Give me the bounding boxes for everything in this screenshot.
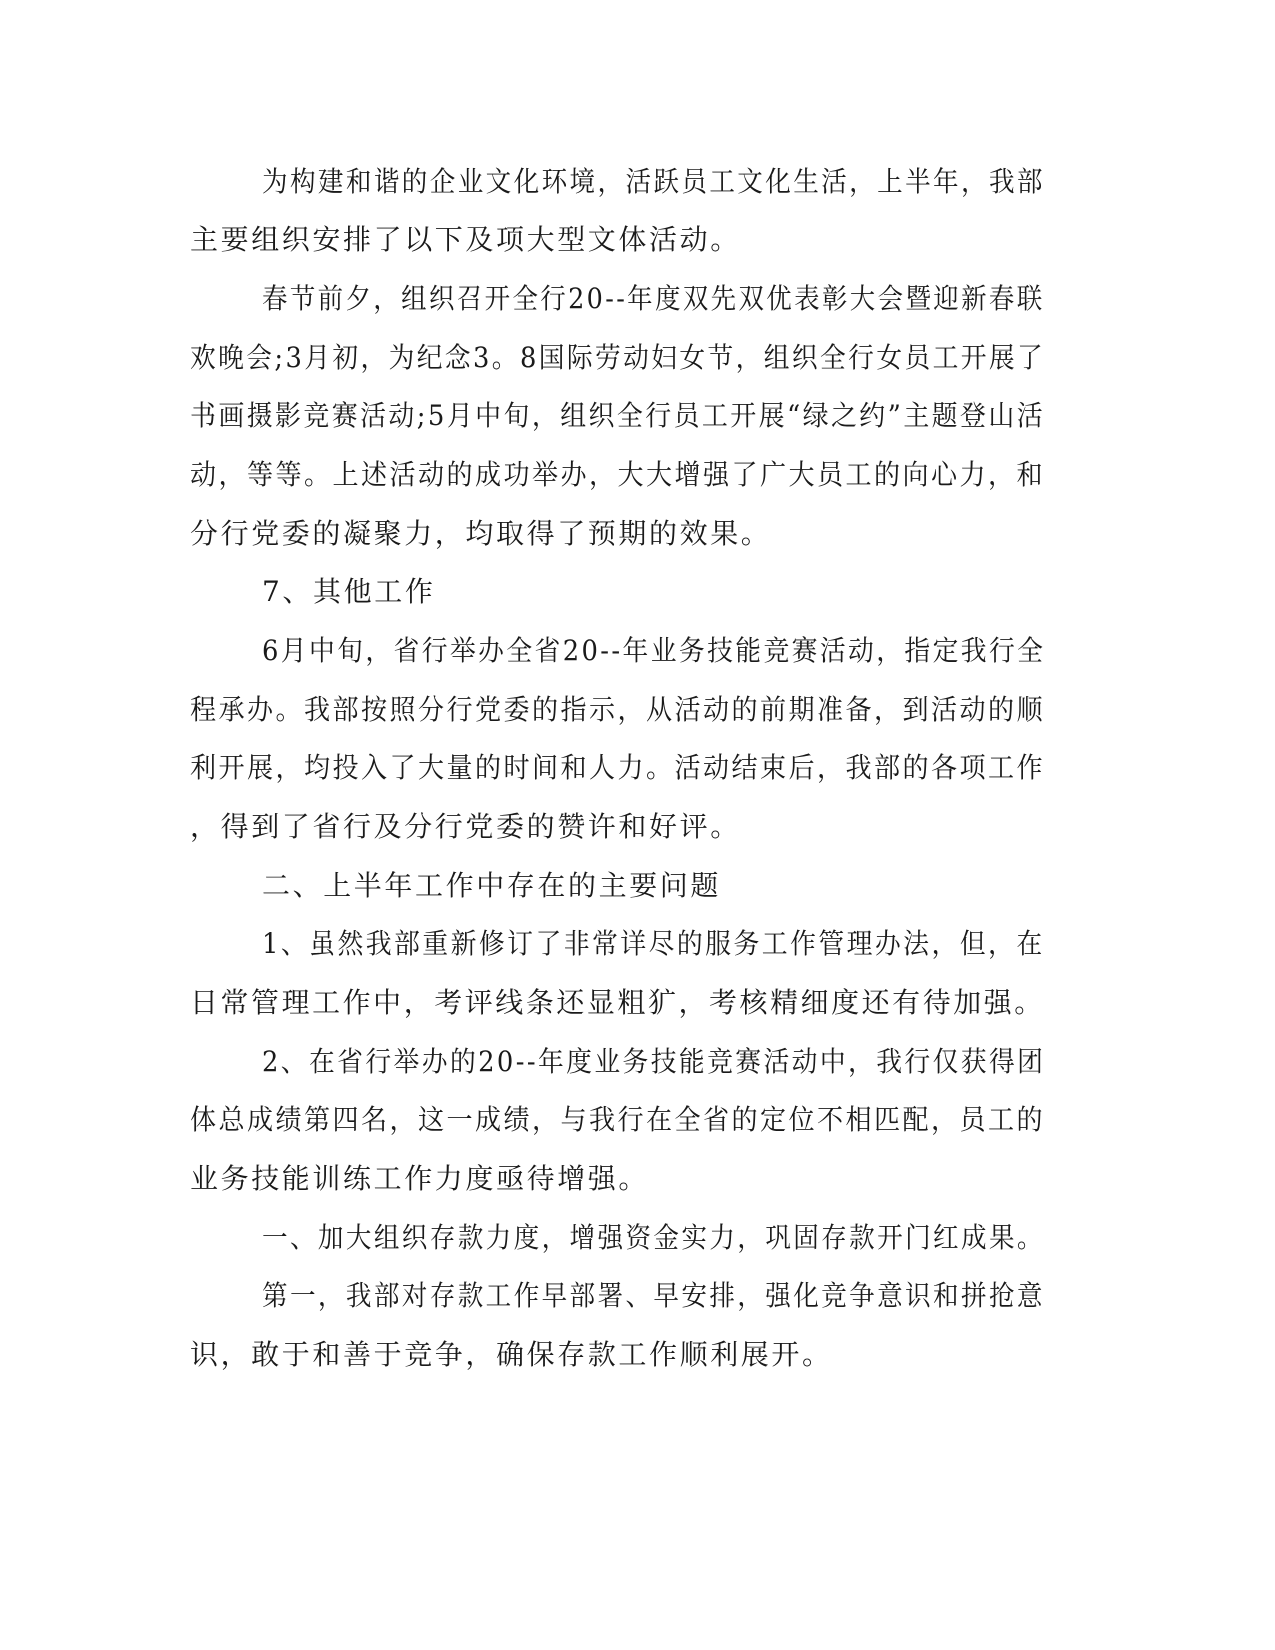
text-line: 利开展，均投入了大量的时间和人力。活动结束后，我部的各项工作 <box>190 751 1046 784</box>
text-line: 主要组织安排了以下及项大型文体活动。 <box>190 223 741 256</box>
text-line: 6月中旬，省行举办全省20--年业务技能竞赛活动，指定我行全 <box>262 634 1046 667</box>
text-line: ，得到了省行及分行党委的赞许和好评。 <box>190 810 741 843</box>
text-line: 程承办。我部按照分行党委的指示，从活动的前期准备，到活动的顺 <box>190 693 1046 726</box>
section-heading: 二、上半年工作中存在的主要问题 <box>262 869 722 902</box>
text-line: 春节前夕，组织召开全行20--年度双先双优表彰大会暨迎新春联 <box>262 282 1045 315</box>
section-heading: 一、加大组织存款力度，增强资金实力，巩固存款开门红成果。 <box>262 1221 1045 1254</box>
text-line: 为构建和谐的企业文化环境，活跃员工文化生活，上半年，我部 <box>262 165 1045 198</box>
text-line: 分行党委的凝聚力，均取得了预期的效果。 <box>190 517 772 550</box>
text-line: 书画摄影竞赛活动;5月中旬，组织全行员工开展“绿之约”主题登山活 <box>190 399 1046 432</box>
text-line: 欢晚会;3月初，为纪念3。8国际劳动妇女节，组织全行女员工开展了 <box>190 341 1046 374</box>
text-line: 日常管理工作中，考评线条还显粗犷，考核精细度还有待加强。 <box>190 986 1045 1019</box>
text-line: 体总成绩第四名，这一成绩，与我行在全省的定位不相匹配，员工的 <box>190 1103 1046 1136</box>
text-line: 识，敢于和善于竞争，确保存款工作顺利展开。 <box>190 1338 833 1371</box>
text-line: 第一，我部对存款工作早部署、早安排，强化竞争意识和拼抢意 <box>262 1279 1045 1312</box>
text-line: 1、虽然我部重新修订了非常详尽的服务工作管理办法，但，在 <box>262 927 1045 960</box>
text-line: 2、在省行举办的20--年度业务技能竞赛活动中，我行仅获得团 <box>262 1045 1046 1078</box>
text-line: 业务技能训练工作力度亟待增强。 <box>190 1162 650 1195</box>
section-heading: 7、其他工作 <box>262 575 436 608</box>
text-line: 动，等等。上述活动的成功举办，大大增强了广大员工的向心力，和 <box>190 458 1046 491</box>
